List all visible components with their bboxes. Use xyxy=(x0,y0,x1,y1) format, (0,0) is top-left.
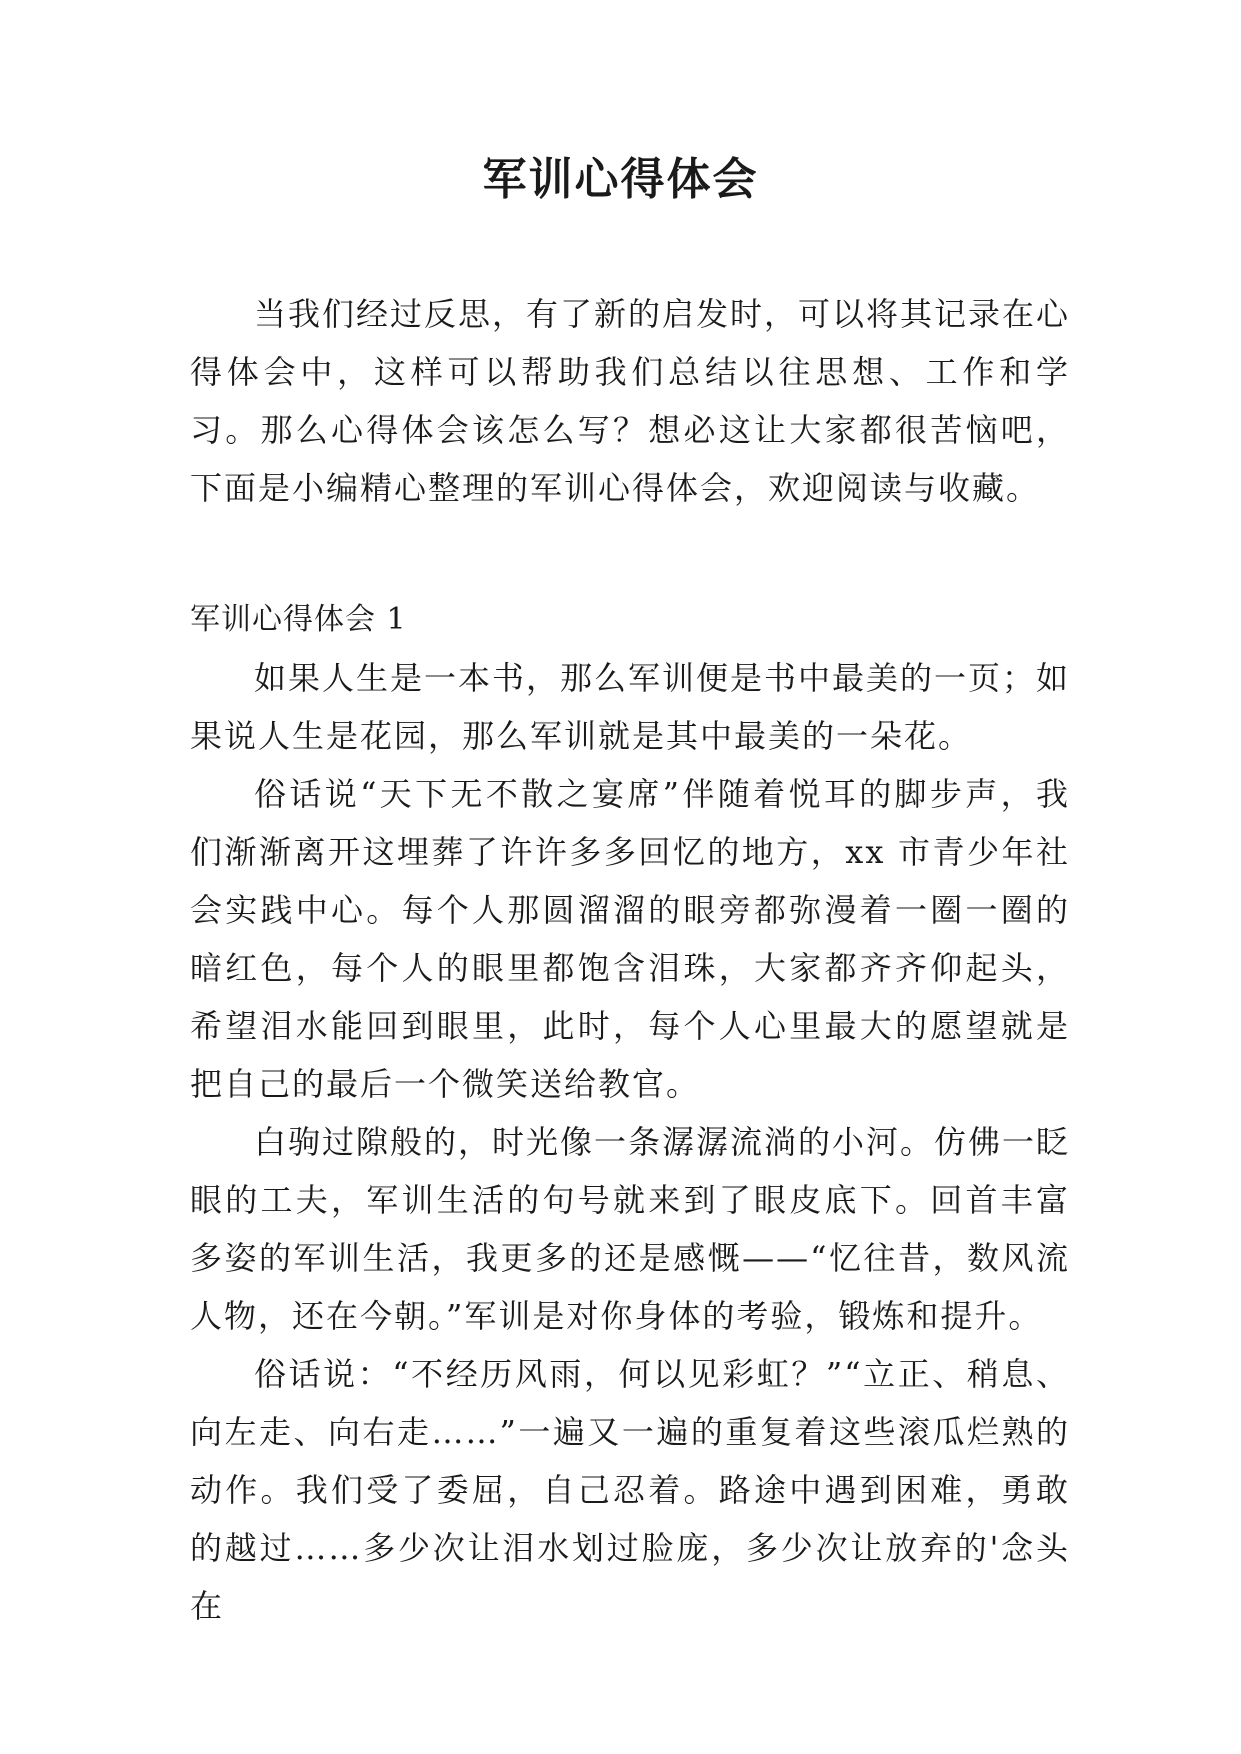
section-heading: 军训心得体会 1 xyxy=(190,602,407,637)
body-paragraph-4: 俗话说：“不经历风雨，何以见彩虹？”“立正、稍息、向左走、向右走……”一遍又一遍的重复着这些滚瓜烂熟的动作。我们受了委屈，自己忍着。路途中遇到困难，勇敢的越过……多少次让泪水划过脸庞，多少次让放弃的'念头在 xyxy=(190,1355,1070,1625)
document-title: 军训心得体会 xyxy=(482,154,759,205)
body-paragraph-1: 如果人生是一本书，那么军训便是书中最美的一页；如果说人生是花园，那么军训就是其中最美的一朵花。 xyxy=(190,659,1071,755)
document-body xyxy=(190,285,1070,1635)
intro-paragraph: 当我们经过反思，有了新的启发时，可以将其记录在心得体会中，这样可以帮助我们总结以往思想、工作和学习。那么心得体会该怎么写？想必这让大家都很苦恼吧，下面是小编精心整理的军训心得体会，欢迎阅读与收藏。 xyxy=(190,295,1071,507)
body-paragraph-3: 白驹过隙般的，时光像一条潺潺流淌的小河。仿佛一眨眼的工夫，军训生活的句号就来到了眼皮底下。回首丰富多姿的军训生活，我更多的还是感慨——“忆往昔，数风流人物，还在今朝。”军训是对你身体的考验，锻炼和提升。 xyxy=(190,1123,1071,1335)
body-paragraph-2: 俗话说“天下无不散之宴席”伴随着悦耳的脚步声，我们渐渐离开这埋葬了许许多多回忆的地方，xx 市青少年社会实践中心。每个人那圆溜溜的眼旁都弥漫着一圈一圈的暗红色，每个人的眼里都饱含泪珠，大家都齐齐仰起头，希望泪水能回到眼里，此时，每个人心里最大的愿望就是把自己的最后一个微笑送给教官。 xyxy=(190,775,1070,1103)
